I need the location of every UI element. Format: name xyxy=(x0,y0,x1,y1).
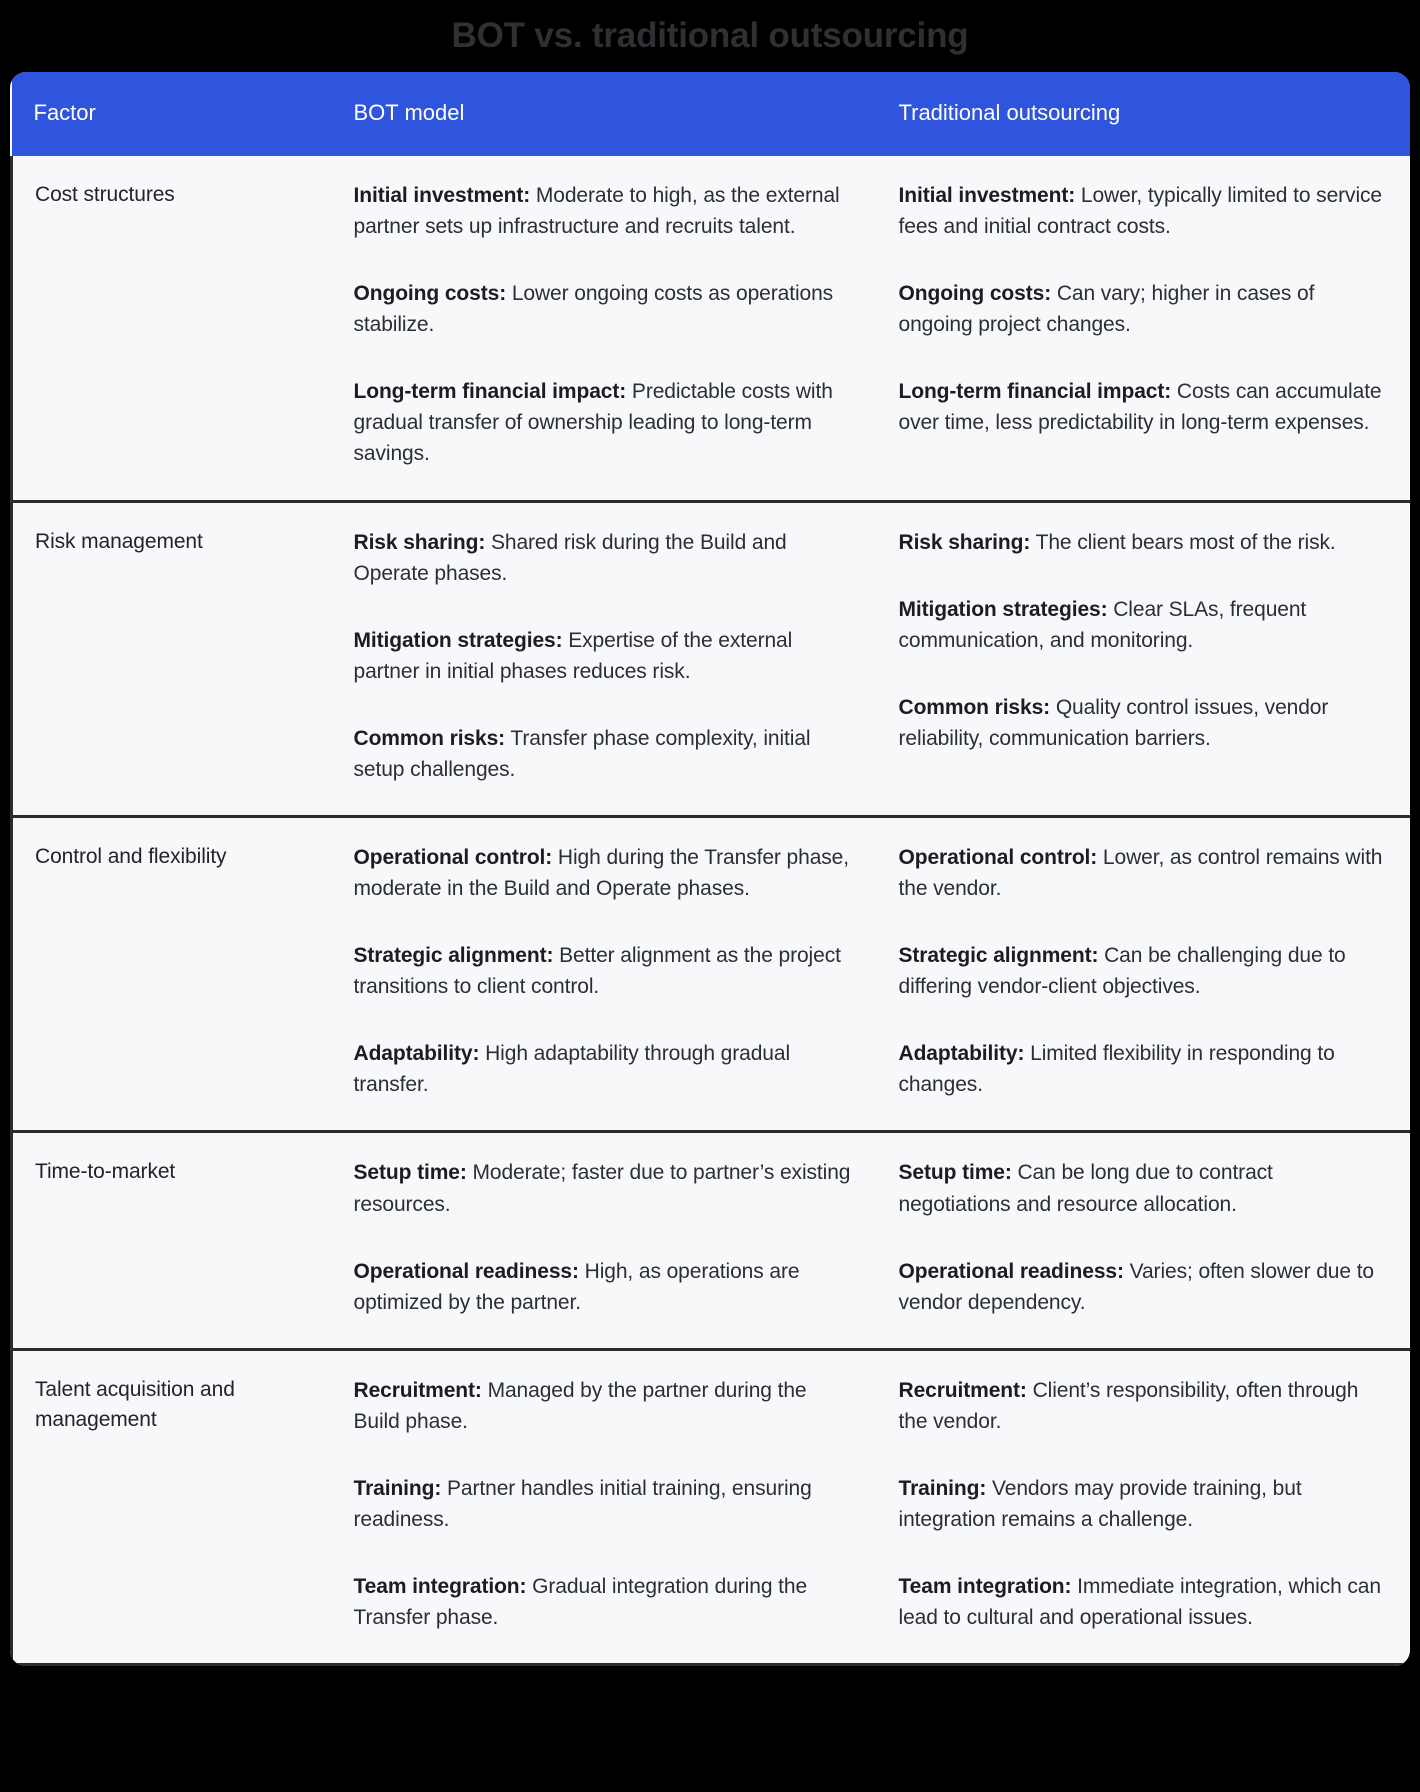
paragraph-text: Predictable costs with gradual transfer of ownership leading to long-term savings. xyxy=(353,380,833,466)
paragraph-lead-in: Operational control: xyxy=(353,846,553,870)
paragraph-lead-in: Initial investment: xyxy=(898,184,1076,207)
paragraph-text: Transfer phase complexity, initial setup challenges. xyxy=(353,726,811,781)
cell-paragraph xyxy=(899,180,1389,242)
cell-bot-model xyxy=(332,1349,877,1664)
paragraph-lead-in: Ongoing costs: xyxy=(353,282,507,306)
cell-content xyxy=(899,527,1389,754)
paragraph-lead-in: Operational control: xyxy=(898,846,1098,870)
cell-paragraph xyxy=(354,1571,855,1633)
cell-paragraph xyxy=(899,692,1389,754)
factor-label: Risk management xyxy=(35,529,203,553)
cell-paragraph xyxy=(899,1038,1389,1100)
cell-paragraph xyxy=(354,842,855,904)
table-body xyxy=(12,156,1411,1665)
comparison-table-container xyxy=(10,72,1410,1666)
cell-paragraph xyxy=(354,1256,855,1318)
paragraph-lead-in: Long-term financial impact: xyxy=(353,380,627,404)
paragraph-lead-in: Common risks: xyxy=(898,695,1051,719)
cell-factor xyxy=(12,1349,332,1664)
cell-factor xyxy=(12,1132,332,1349)
paragraph-text: Managed by the partner during the Build phase. xyxy=(353,1378,807,1433)
paragraph-lead-in: Long-term financial impact: xyxy=(898,380,1172,404)
paragraph-text: Shared risk during the Build and Operate phases. xyxy=(353,530,787,585)
table-row xyxy=(12,817,1411,1132)
cell-content xyxy=(354,1157,855,1317)
column-header-bot-model: BOT model xyxy=(332,72,877,156)
paragraph-lead-in: Training: xyxy=(898,1476,987,1500)
cell-paragraph xyxy=(899,1157,1389,1219)
cell-paragraph xyxy=(354,527,855,589)
paragraph-text: Gradual integration during the Transfer phase. xyxy=(353,1575,808,1630)
cell-paragraph xyxy=(899,1571,1389,1633)
column-header-traditional-outsourcing: Traditional outsourcing xyxy=(877,72,1411,156)
paragraph-text: Can vary; higher in cases of ongoing project changes. xyxy=(898,282,1315,337)
cell-paragraph xyxy=(354,1375,855,1437)
cell-paragraph xyxy=(354,1157,855,1219)
cell-paragraph xyxy=(354,625,855,687)
paragraph-text: Lower, typically limited to service fees and initial contract costs. xyxy=(898,184,1382,239)
cell-bot-model xyxy=(332,817,877,1132)
factor-label: Time-to-market xyxy=(35,1160,176,1184)
factor-label: Control and flexibility xyxy=(35,845,227,869)
cell-paragraph xyxy=(899,594,1389,656)
paragraph-lead-in: Initial investment: xyxy=(353,184,531,207)
page-title: BOT vs. traditional outsourcing xyxy=(451,15,969,55)
paragraph-lead-in: Risk sharing: xyxy=(898,530,1031,554)
table-row xyxy=(12,156,1411,501)
comparison-table xyxy=(10,72,1410,1666)
paragraph-text: Vendors may provide training, but integration remains a challenge. xyxy=(898,1476,1302,1532)
cell-traditional-outsourcing xyxy=(877,817,1411,1132)
paragraph-text: Immediate integration, which can lead to cultural and operational issues. xyxy=(898,1575,1381,1630)
cell-traditional-outsourcing xyxy=(877,1349,1411,1664)
paragraph-text: Better alignment as the project transitions to client control. xyxy=(353,944,841,999)
cell-content xyxy=(899,1375,1389,1633)
cell-paragraph xyxy=(354,940,855,1002)
paragraph-text: Clear SLAs, frequent communication, and monitoring. xyxy=(898,597,1307,652)
cell-content xyxy=(354,1375,855,1633)
cell-content xyxy=(899,1157,1389,1317)
paragraph-text: The client bears most of the risk. xyxy=(1030,530,1336,554)
cell-paragraph xyxy=(899,940,1389,1002)
paragraph-lead-in: Training: xyxy=(353,1476,442,1500)
paragraph-lead-in: Common risks: xyxy=(353,726,506,750)
cell-content xyxy=(899,180,1389,438)
paragraph-text: Quality control issues, vendor reliability, communication barriers. xyxy=(898,695,1329,750)
cell-paragraph xyxy=(354,376,855,469)
paragraph-lead-in: Strategic alignment: xyxy=(898,944,1099,968)
paragraph-text: Limited flexibility in responding to changes. xyxy=(898,1042,1335,1097)
cell-paragraph xyxy=(899,1375,1389,1437)
cell-factor xyxy=(12,156,332,501)
cell-factor xyxy=(12,817,332,1132)
cell-content xyxy=(354,180,855,470)
paragraph-text: High adaptability through gradual transfer. xyxy=(353,1042,791,1097)
paragraph-lead-in: Team integration: xyxy=(898,1575,1072,1599)
cell-paragraph xyxy=(354,723,855,785)
cell-content xyxy=(899,842,1389,1100)
paragraph-text: High during the Transfer phase, moderate in the Build and Operate phases. xyxy=(353,846,849,901)
cell-paragraph xyxy=(354,278,855,340)
paragraph-text: Moderate; faster due to partner’s existing resources. xyxy=(353,1161,851,1216)
paragraph-text: Partner handles initial training, ensuring readiness. xyxy=(353,1476,812,1532)
paragraph-text: Can be long due to contract negotiations and resource allocation. xyxy=(898,1161,1273,1216)
table-row xyxy=(12,1349,1411,1664)
cell-paragraph xyxy=(899,1256,1389,1318)
paragraph-lead-in: Mitigation strategies: xyxy=(353,628,563,652)
paragraph-text: Moderate to high, as the external partner sets up infrastructure and recruits talent. xyxy=(353,184,840,239)
paragraph-text: High, as operations are optimized by the partner. xyxy=(353,1259,800,1314)
paragraph-lead-in: Operational readiness: xyxy=(353,1259,579,1283)
paragraph-lead-in: Team integration: xyxy=(353,1575,527,1599)
paragraph-text: Client’s responsibility, often through the vendor. xyxy=(898,1378,1359,1433)
table-header-row xyxy=(12,72,1411,156)
paragraph-lead-in: Adaptability: xyxy=(353,1042,480,1066)
factor-label: Cost structures xyxy=(35,183,175,206)
cell-content xyxy=(354,527,855,785)
paragraph-lead-in: Strategic alignment: xyxy=(353,944,554,968)
column-header-factor: Factor xyxy=(12,72,332,156)
paragraph-lead-in: Recruitment: xyxy=(353,1378,482,1402)
table-row xyxy=(12,501,1411,816)
cell-traditional-outsourcing xyxy=(877,1132,1411,1349)
paragraph-lead-in: Adaptability: xyxy=(898,1042,1025,1066)
paragraph-text: Costs can accumulate over time, less predictability in long-term expenses. xyxy=(898,380,1382,435)
paragraph-text: Expertise of the external partner in initial phases reduces risk. xyxy=(353,628,793,683)
paragraph-lead-in: Recruitment: xyxy=(898,1378,1027,1402)
cell-paragraph xyxy=(899,527,1389,558)
paragraph-lead-in: Mitigation strategies: xyxy=(898,597,1108,621)
table-header xyxy=(12,72,1411,156)
paragraph-text: Lower, as control remains with the vendor. xyxy=(898,846,1383,901)
paragraph-lead-in: Setup time: xyxy=(898,1161,1012,1185)
paragraph-text: Can be challenging due to differing vendor-client objectives. xyxy=(898,944,1346,999)
cell-paragraph xyxy=(899,1473,1389,1535)
cell-bot-model xyxy=(332,501,877,816)
paragraph-text: Varies; often slower due to vendor dependency. xyxy=(898,1259,1375,1314)
paragraph-lead-in: Setup time: xyxy=(353,1161,467,1185)
paragraph-lead-in: Operational readiness: xyxy=(898,1259,1124,1283)
cell-bot-model xyxy=(332,156,877,501)
cell-traditional-outsourcing xyxy=(877,501,1411,816)
paragraph-lead-in: Risk sharing: xyxy=(353,530,486,554)
cell-paragraph xyxy=(899,376,1389,438)
table-row xyxy=(12,1132,1411,1349)
cell-paragraph xyxy=(354,180,855,242)
title-bar xyxy=(0,0,1420,72)
factor-label: Talent acquisition and management xyxy=(35,1377,235,1431)
cell-paragraph xyxy=(899,842,1389,904)
paragraph-text: Lower ongoing costs as operations stabilize. xyxy=(353,282,834,337)
paragraph-lead-in: Ongoing costs: xyxy=(898,282,1052,306)
cell-factor xyxy=(12,501,332,816)
cell-bot-model xyxy=(332,1132,877,1349)
cell-content xyxy=(354,842,855,1100)
cell-traditional-outsourcing xyxy=(877,156,1411,501)
cell-paragraph xyxy=(899,278,1389,340)
cell-paragraph xyxy=(354,1473,855,1535)
cell-paragraph xyxy=(354,1038,855,1100)
